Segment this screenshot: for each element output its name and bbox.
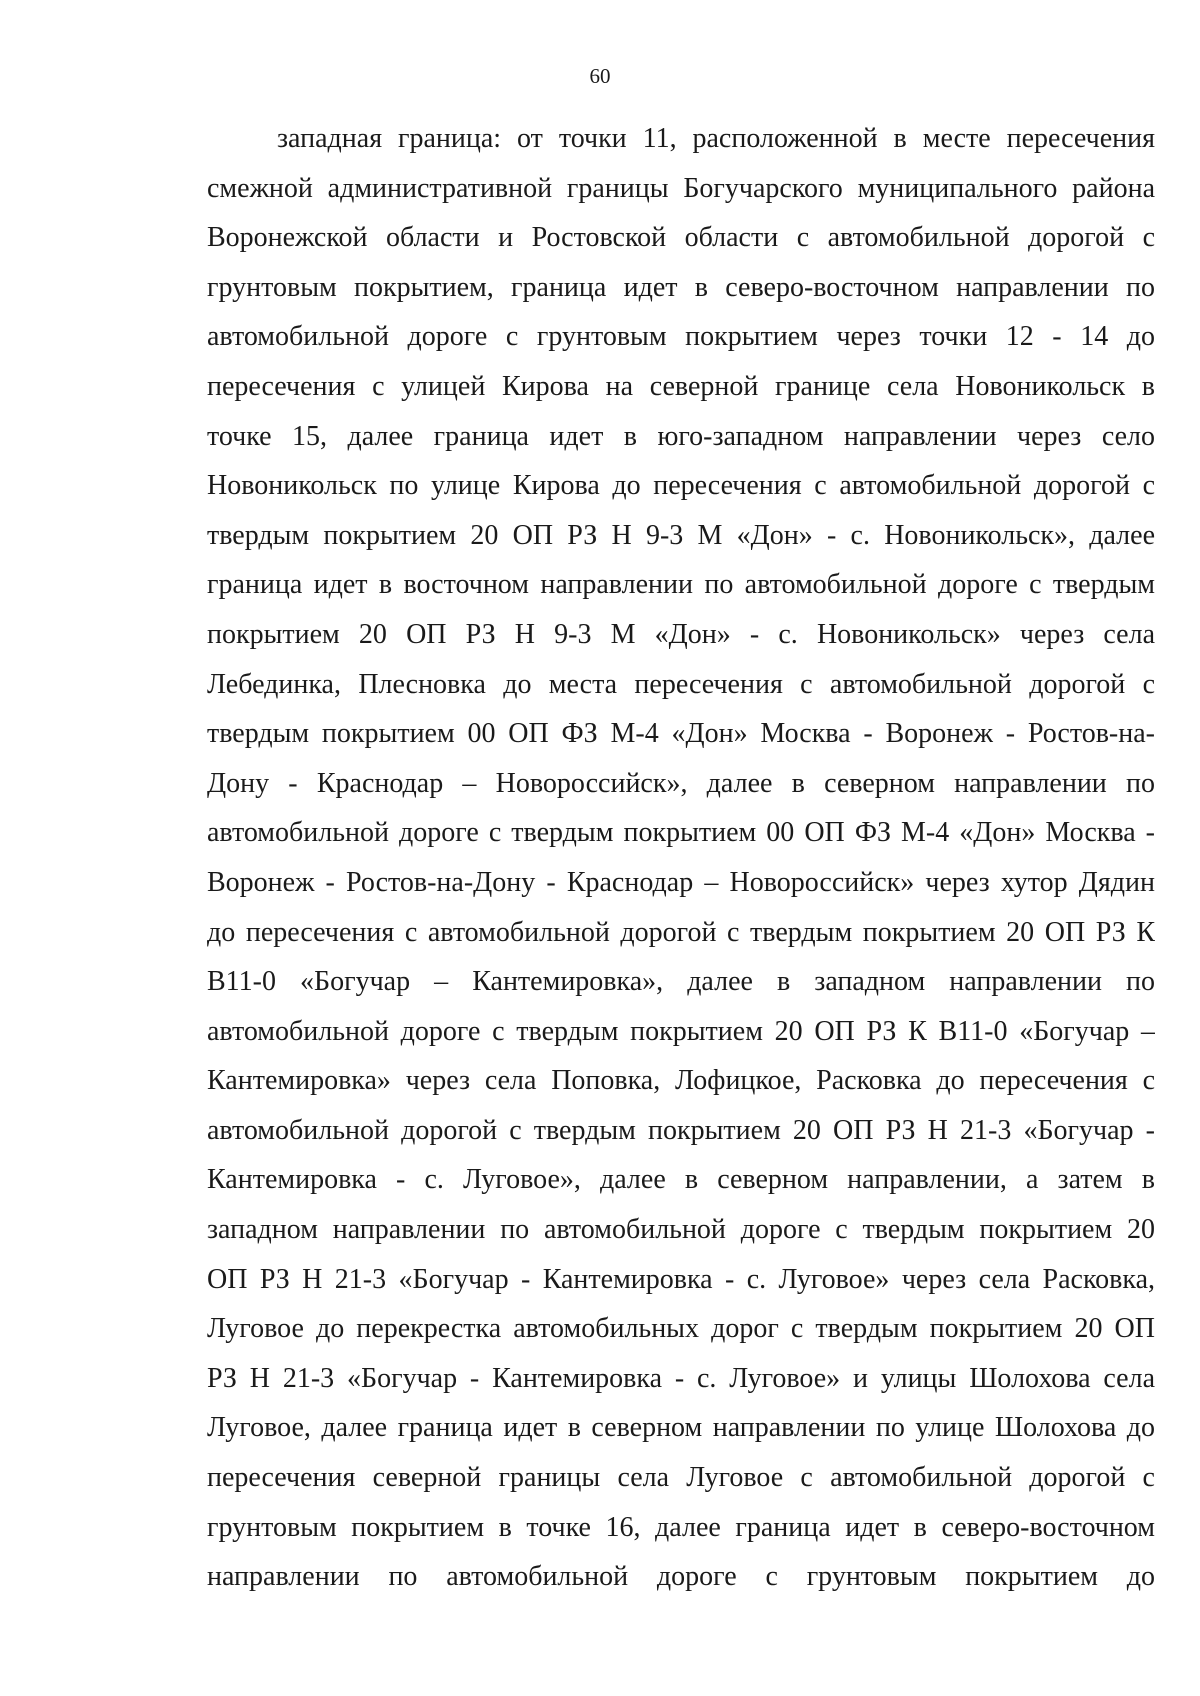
text-line: пересечения с улицей Кирова на северной границе села Новоникольск в [207,370,1155,402]
text-line: Воронежской области и Ростовской области с автомобильной дорогой с [207,222,1155,254]
page-number: 60 [589,64,611,88]
text-line: Лебединка, Плесновка до места пересечения с автомобильной дорогой с [207,668,1155,700]
text-line: граница идет в восточном направлении по автомобильной дороге с твердым [207,569,1155,601]
text-line: РЗ Н 21-3 «Богучар - Кантемировка - с. Луговое» и улицы Шолохова села [207,1362,1155,1394]
text-line: грунтовым покрытием в точке 16, далее граница идет в северо-восточном [207,1511,1155,1543]
text-line: В11-0 «Богучар – Кантемировка», далее в западном направлении по [207,966,1155,998]
text-line: автомобильной дороге с грунтовым покрытием через точки 12 - 14 до [207,321,1155,353]
text-line: направлении по автомобильной дороге с грунтовым покрытием до [207,1561,1155,1593]
text-line: Кантемировка» через села Поповка, Лофицкое, Расковка до пересечения с [207,1065,1155,1097]
text-line: Воронеж - Ростов-на-Дону - Краснодар – Новороссийск» через хутор Дядин [207,866,1155,898]
text-line: покрытием 20 ОП РЗ Н 9-3 М «Дон» - с. Новоникольск» через села [207,618,1155,650]
text-line: твердым покрытием 20 ОП РЗ Н 9-3 М «Дон» - с. Новоникольск», далее [207,519,1155,551]
text-line: автомобильной дорогой с твердым покрытием 20 ОП РЗ Н 21-3 «Богучар - [207,1114,1155,1146]
text-line: до пересечения с автомобильной дорогой с твердым покрытием 20 ОП РЗ К [207,916,1155,948]
text-line: грунтовым покрытием, граница идет в северо-восточном направлении по [207,271,1155,303]
text-line: Луговое, далее граница идет в северном направлении по улице Шолохова до [207,1412,1155,1444]
text-line: точке 15, далее граница идет в юго-западном направлении через село [207,420,1155,452]
body-paragraph [207,114,1155,1602]
text-line: автомобильной дороге с твердым покрытием 00 ОП ФЗ М-4 «Дон» Москва - [207,817,1155,849]
text-line: западном направлении по автомобильной дороге с твердым покрытием 20 [207,1214,1155,1246]
text-line: Дону - Краснодар – Новороссийск», далее в северном направлении по [207,767,1155,799]
text-line: смежной административной границы Богучарского муниципального района [207,172,1155,204]
text-line: автомобильной дороге с твердым покрытием 20 ОП РЗ К В11-0 «Богучар – [207,1015,1155,1047]
text-line: западная граница: от точки 11, расположенной в месте пересечения [277,123,1155,154]
text-line: пересечения северной границы села Луговое с автомобильной дорогой с [207,1462,1155,1494]
text-line: Новоникольск по улице Кирова до пересечения с автомобильной дорогой с [207,470,1155,502]
text-line: Луговое до перекрестка автомобильных дорог с твердым покрытием 20 ОП [207,1313,1155,1345]
text-line: твердым покрытием 00 ОП ФЗ М-4 «Дон» Москва - Воронеж - Ростов-на- [207,718,1155,750]
text-line: ОП РЗ Н 21-3 «Богучар - Кантемировка - с. Луговое» через села Расковка, [207,1263,1155,1295]
text-line: Кантемировка - с. Луговое», далее в северном направлении, а затем в [207,1164,1155,1196]
